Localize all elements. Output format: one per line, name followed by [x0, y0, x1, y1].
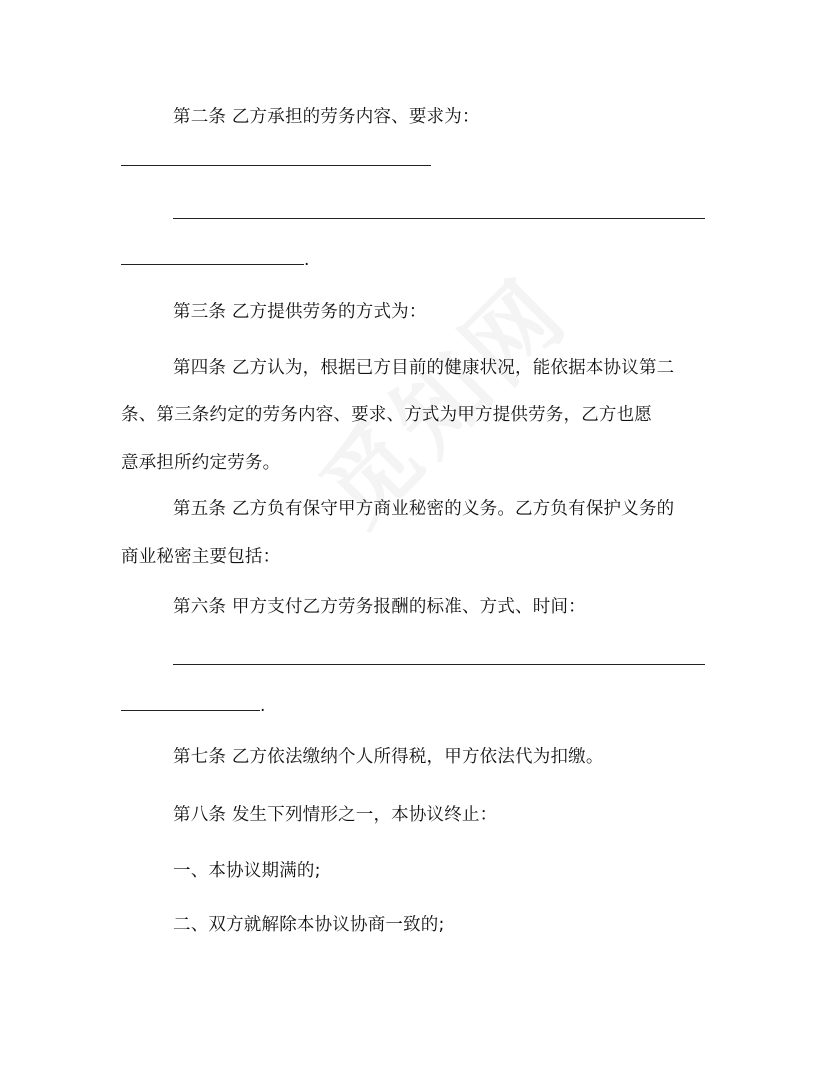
blank-line — [121, 264, 304, 265]
article-8: 第八条 发生下列情形之一，本协议终止： — [173, 805, 498, 825]
blank-line — [173, 664, 705, 665]
period: . — [260, 696, 266, 716]
article-6: 第六条 甲方支付乙方劳务报酬的标准、方式、时间： — [173, 597, 586, 617]
clause-item-2: 二、双方就解除本协议协商一致的; — [173, 915, 445, 935]
blank-line — [121, 710, 260, 711]
article-5-line-2: 商业秘密主要包括： — [121, 547, 281, 567]
blank-line — [173, 218, 705, 219]
article-3: 第三条 乙方提供劳务的方式为： — [173, 302, 427, 322]
article-7: 第七条 乙方依法缴纳个人所得税，甲方依法代为扣缴。 — [173, 747, 604, 767]
article-5-line-1: 第五条 乙方负有保守甲方商业秘密的义务。乙方负有保护义务的 — [173, 499, 675, 519]
article-4-line-1: 第四条 乙方认为，根据已方目前的健康状况，能依据本协议第二 — [173, 358, 675, 378]
clause-item-1: 一、本协议期满的; — [173, 861, 321, 881]
article-4-line-2: 条、第三条约定的劳务内容、要求、方式为甲方提供劳务，乙方也愿 — [121, 405, 652, 425]
blank-line — [121, 165, 431, 166]
article-4-line-3: 意承担所约定劳务。 — [121, 453, 281, 473]
period: . — [304, 250, 310, 270]
article-2: 第二条 乙方承担的劳务内容、要求为： — [173, 107, 480, 127]
